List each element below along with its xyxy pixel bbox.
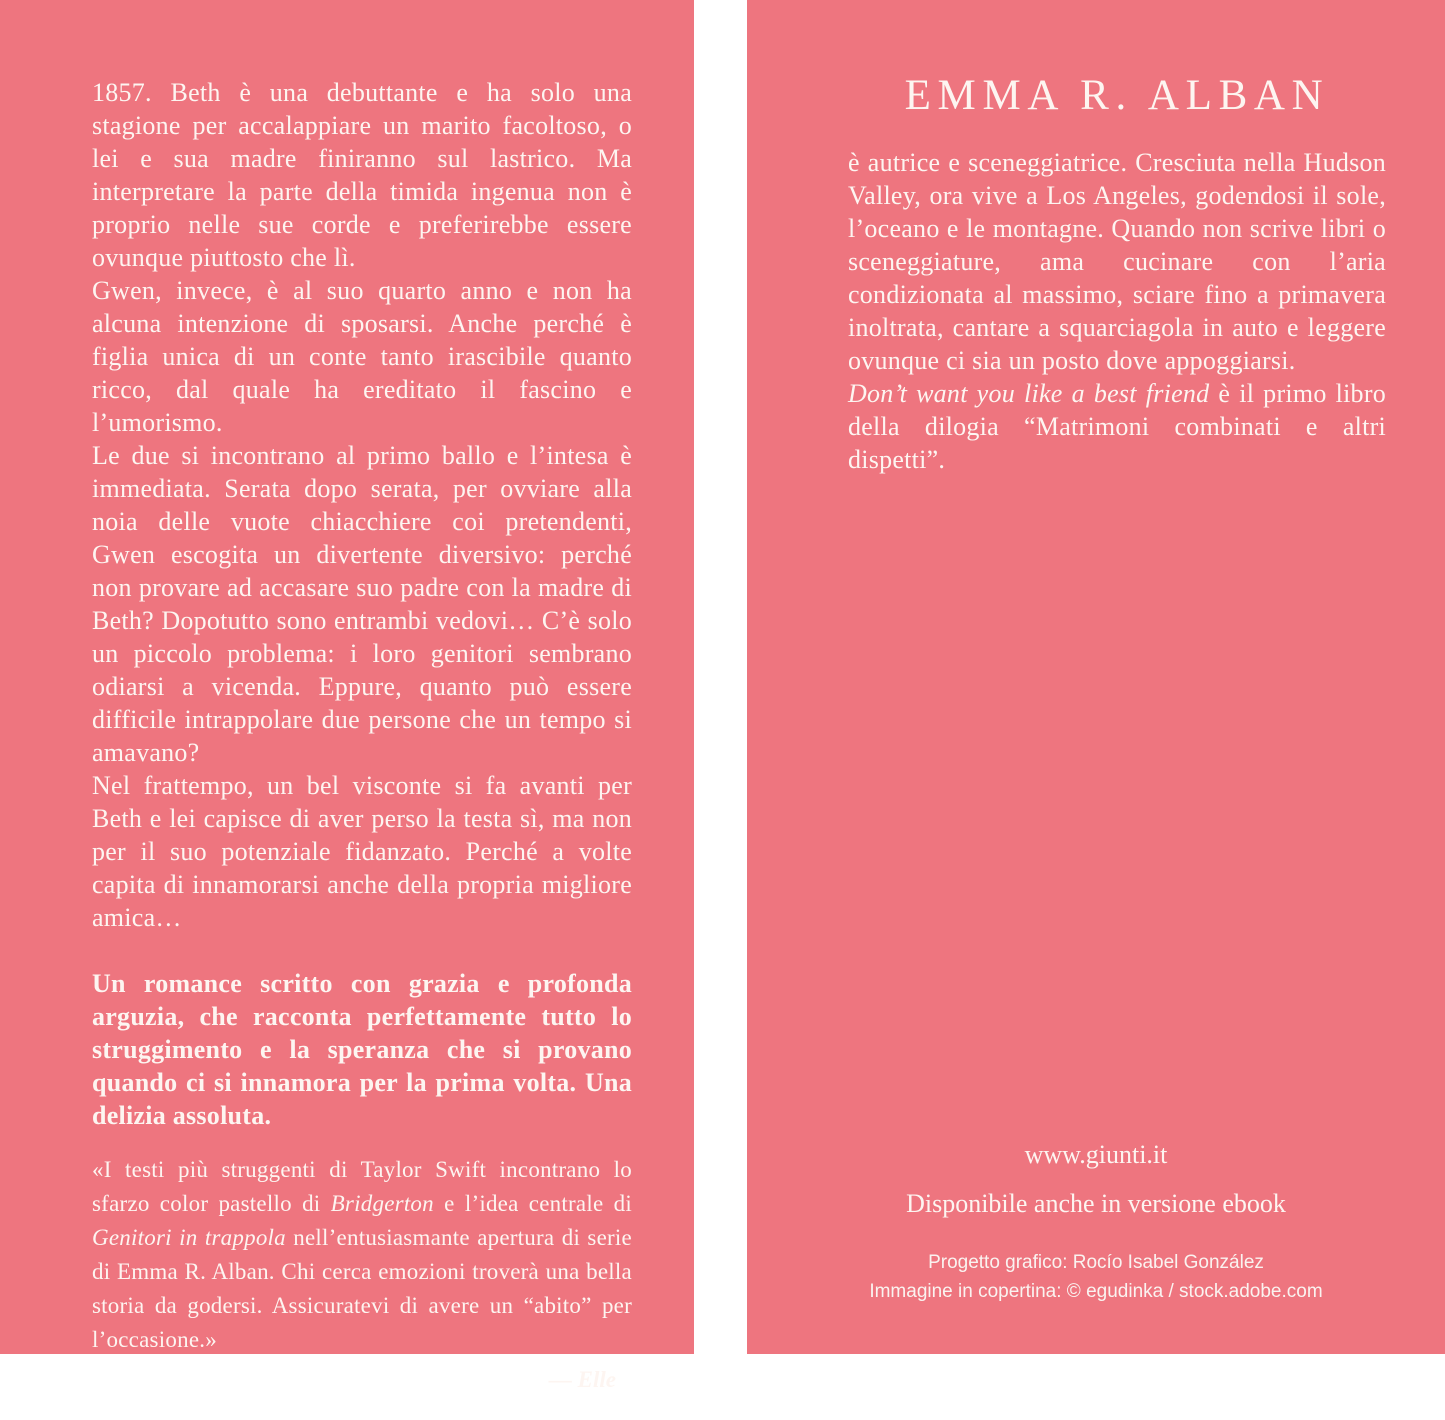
synopsis-paragraph-2: Gwen, invece, è al suo quarto anno e non ha alcuna intenzione di sposarsi. Anche perché è figlia unica di un conte tanto irascibile quanto ricco, dal quale ha ereditato il fascino e l’umorismo. bbox=[92, 276, 632, 437]
credits-block bbox=[747, 1248, 1445, 1306]
ebook-availability-note: Disponibile anche in versione ebook bbox=[906, 1189, 1286, 1218]
left-flap-panel bbox=[0, 0, 694, 1392]
text-segment: e l’idea centrale di bbox=[433, 1191, 632, 1216]
review-blurb: Un romance scritto con grazia e profonda arguzia, che racconta perfettamente tutto lo struggimento e la speranza che si provano quando ci si innamora per la prima volta. Una delizia assoluta. bbox=[92, 969, 632, 1130]
author-name-heading: EMMA R. ALBAN bbox=[904, 72, 1330, 119]
text-segment-italic: Genitori in trappola bbox=[92, 1225, 286, 1250]
text-segment: nell’entusiasmante apertura di serie di Emma R. Alban. Chi cerca emozioni troverà una bella storia da godersi. Assicuratevi di avere un “abito” per l’occasione.» bbox=[92, 1225, 632, 1352]
text-segment: «I testi più struggenti di Taylor Swift incontrano lo sfarzo color pastello di bbox=[92, 1157, 632, 1216]
series-note-paragraph bbox=[848, 377, 1386, 476]
left-flap-text-block bbox=[92, 76, 632, 1420]
publisher-website: www.giunti.it bbox=[1024, 1140, 1168, 1169]
press-quote-attribution: — Elle bbox=[548, 1367, 616, 1392]
right-flap-text-block bbox=[848, 72, 1386, 476]
right-flap-panel bbox=[747, 0, 1445, 1354]
text-segment-italic: Don’t want you like a best friend bbox=[848, 379, 1210, 409]
synopsis-paragraph-4: Nel frattempo, un bel visconte si fa avanti per Beth e lei capisce di aver perso la testa sì, ma non per il suo potenziale fidanzato. Perché a volte capita di innamorarsi anche della propria migliore amica… bbox=[92, 771, 632, 932]
text-segment: è il primo libro della dilogia “Matrimoni combinati e altri dispetti”. bbox=[848, 379, 1386, 475]
synopsis-paragraph-1: 1857. Beth è una debuttante e ha solo una stagione per accalappiare un marito facoltoso, o lei e sua madre finiranno sul lastrico. Ma interpretare la parte della timida ingenua non è proprio nelle sue corde e preferirebbe essere ovunque piuttosto che lì. bbox=[92, 78, 632, 272]
press-quote bbox=[92, 1153, 632, 1357]
author-bio-paragraph: è autrice e sceneggiatrice. Cresciuta nella Hudson Valley, ora vive a Los Angeles, godendosi il sole, l’oceano e le montagne. Quando non scrive libri o sceneggiature, ama cucinare con l’aria condizionata al massimo, sciare fino a primavera inoltrata, cantare a squarciagola in auto e leggere ovunque ci sia un posto dove appoggiarsi. bbox=[848, 148, 1386, 376]
synopsis-paragraph-3: Le due si incontrano al primo ballo e l’intesa è immediata. Serata dopo serata, per ovviare alla noia delle vuote chiacchiere coi pretendenti, Gwen escogita un divertente diversivo: perché non provare ad accasare suo padre con la madre di Beth? Dopotutto sono entrambi vedovi… C’è solo un piccolo problema: i loro genitori sembrano odiarsi a vicenda. Eppure, quanto può essere difficile intrappolare due persone che un tempo si amavano? bbox=[92, 441, 632, 767]
text-segment-italic: Bridgerton bbox=[330, 1191, 434, 1216]
graphic-design-credit: Progetto grafico: Rocío Isabel González bbox=[928, 1252, 1264, 1273]
cover-image-credit: Immagine in copertina: © egudinka / stock.adobe.com bbox=[869, 1281, 1323, 1302]
right-flap-footer bbox=[747, 1138, 1445, 1306]
